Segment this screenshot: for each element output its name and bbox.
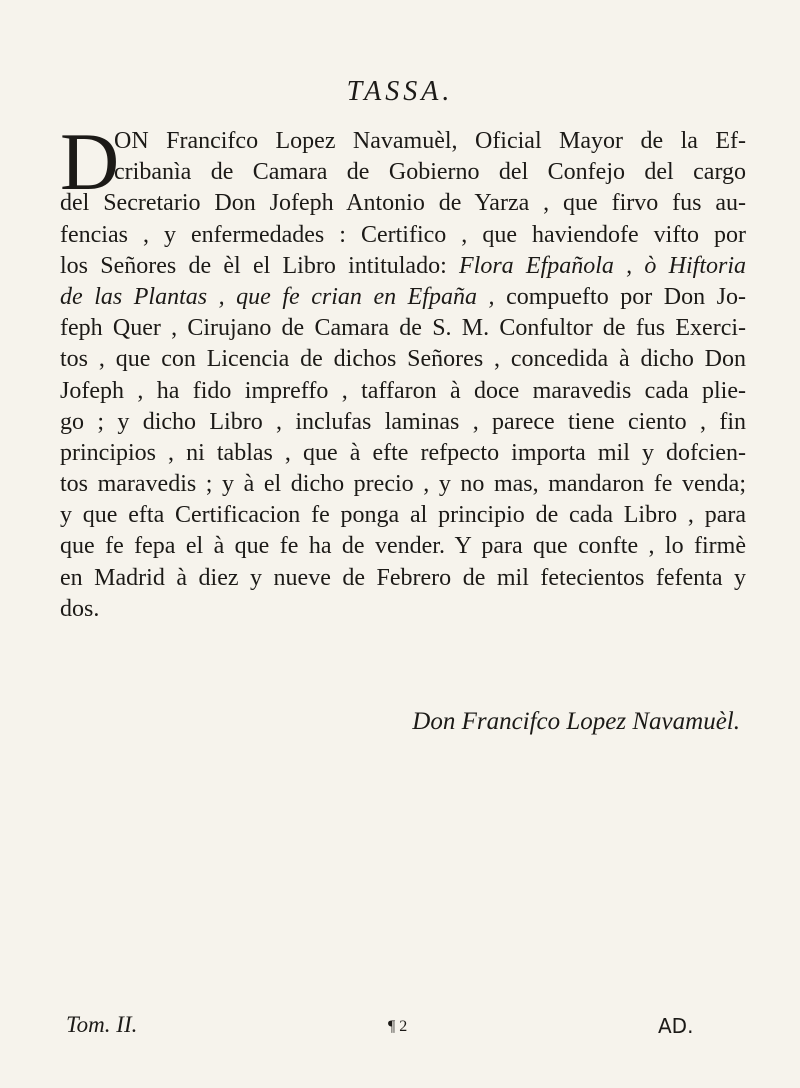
signature-mark: ¶ 2 <box>388 1018 408 1035</box>
text-line: dos. <box>60 595 100 622</box>
text-line: tos , que con Licencia de dichos Señores , concedida à dicho Don <box>60 346 746 373</box>
text-line: cribanìa de Camara de Gobierno del Confejo del cargo <box>114 159 746 186</box>
text-line: en Madrid à diez y nueve de Febrero de mil fetecientos fefenta y <box>60 564 746 591</box>
book-title-fragment: de las Plantas , que fe crian en Efpaña , <box>60 283 495 310</box>
text-line: y que efta Certificacion fe ponga al principio de cada Libro , para <box>60 502 746 529</box>
page-title: TASSA. <box>346 76 454 107</box>
volume-label: Tom. II. <box>66 1012 138 1037</box>
text-line: go ; y dicho Libro , inclufas laminas , parece tiene ciento , fin <box>60 408 746 435</box>
text-line: ON Francifco Lopez Navamuèl, Oficial Mayor de la Ef- <box>114 128 746 154</box>
book-title-fragment: Flora Efpañola , ò Hiftoria <box>459 252 746 279</box>
signature-name: Don Francifco Lopez Navamuèl. <box>412 708 740 735</box>
text-line: principios , ni tablas , que à efte refpecto importa mil y dofcien- <box>60 439 746 466</box>
text-fragment: los Señores de èl el Libro intitulado: <box>60 252 459 279</box>
text-line: del Secretario Don Jofeph Antonio de Yarza , que firvo fus au- <box>60 190 746 217</box>
text-line: tos maravedis ; y à el dicho precio , y no mas, mandaron fe venda; <box>60 471 746 498</box>
text-line: que fe fepa el à que fe ha de vender. Y para que confte , lo firmè <box>60 533 746 560</box>
certificate-text <box>60 116 747 625</box>
text-fragment: compuefto por Don Jo- <box>494 283 747 310</box>
drop-cap-letter: D <box>60 116 120 207</box>
text-line: Jofeph , ha fido impreffo , taffaron à doce maravedis cada plie- <box>60 377 746 404</box>
text-line <box>60 251 746 282</box>
text-line: feph Quer , Cirujano de Camara de S. M. Confultor de fus Exerci- <box>60 315 746 342</box>
catchword: AD. <box>658 1014 694 1038</box>
text-line <box>60 282 746 313</box>
text-line: fencias , y enfermedades : Certifico , que haviendofe vifto por <box>60 221 746 248</box>
